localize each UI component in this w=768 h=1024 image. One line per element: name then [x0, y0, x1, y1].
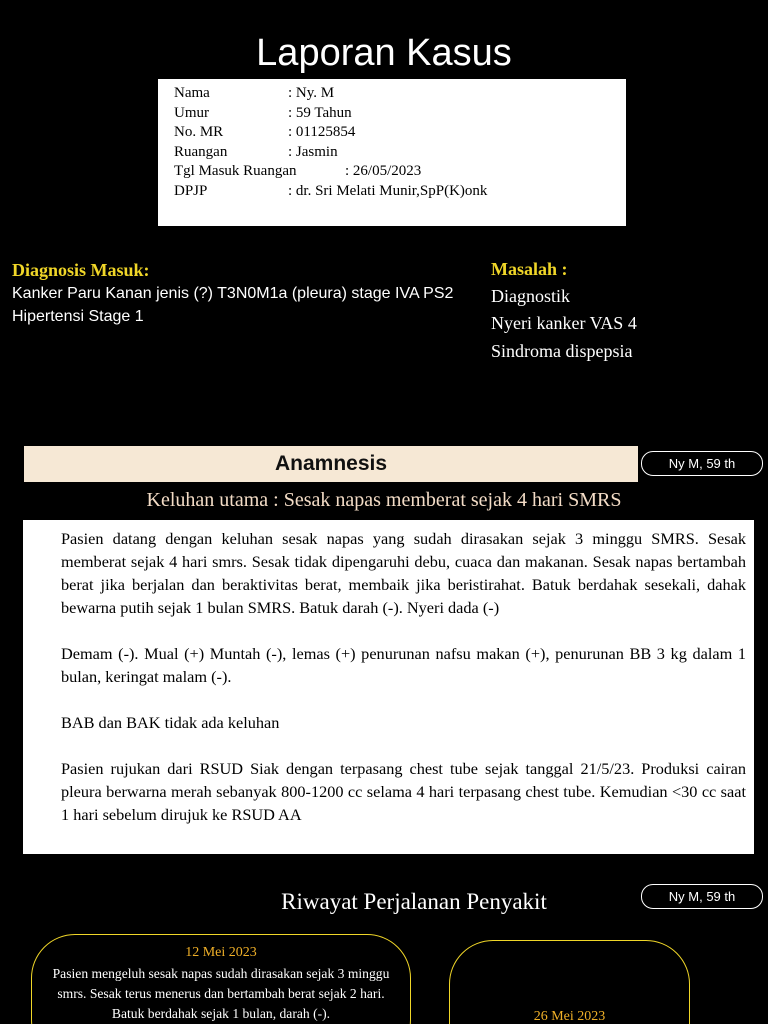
info-value: : 26/05/2023 — [345, 163, 422, 180]
keluhan-utama: Keluhan utama : Sesak napas memberat sejak 4 hari SMRS — [146, 489, 622, 511]
diagnosis-line: Hipertensi Stage 1 — [12, 308, 144, 325]
info-label: DPJP — [174, 182, 208, 199]
info-label: Tgl Masuk Ruangan — [174, 163, 297, 180]
patient-badge: Ny M, 59 th — [641, 451, 763, 476]
info-label: Ruangan — [174, 143, 228, 160]
masalah-line: Sindroma dispepsia — [491, 341, 633, 361]
timeline-card — [449, 940, 690, 1024]
anamnesis-title-bar: Anamnesis — [24, 446, 638, 482]
info-value: : 59 Tahun — [288, 104, 352, 121]
masalah-line: Diagnostik — [491, 286, 570, 306]
timeline-text: Pasien mengeluh sesak napas sudah dirasakan sejak 3 minggu smrs. Sesak terus menerus dan bertambah berat sejak 2 hari. Batuk berdahak sejak 1 bulan, darah (-). — [52, 966, 390, 1021]
info-row-dpjp — [174, 182, 626, 202]
info-label: No. MR — [174, 124, 224, 141]
info-value: : Ny. M — [288, 85, 335, 101]
info-value: : dr. Sri Melati Munir,SpP(K)onk — [288, 182, 488, 199]
anamnesis-text-box — [23, 520, 754, 854]
anamnesis-paragraph: Demam (-). Mual (+) Muntah (-), lemas (+) penurunan nafsu makan (+), penurunan BB 3 kg dalam 1 bulan, keringat malam (-). — [61, 644, 746, 686]
timeline-date: 26 Mei 2023 — [533, 1009, 606, 1024]
anamnesis-paragraph: Pasien rujukan dari RSUD Siak dengan terpasang chest tube sejak tanggal 21/5/23. Produksi cairan pleura berwarna merah sebanyak 800-1200 cc selama 4 hari terpasang chest tube. Kemudian <30 cc saat 1 hari sebelum dirujuk ke RSUD AA — [61, 759, 746, 824]
timeline-date: 12 Mei 2023 — [185, 945, 257, 960]
info-row-tgl-masuk — [174, 162, 626, 182]
page-title: Laporan Kasus — [256, 32, 512, 74]
diagnosis-heading: Diagnosis Masuk: — [12, 260, 150, 280]
timeline-card — [31, 934, 411, 1024]
info-value: : Jasmin — [288, 143, 338, 160]
patient-badge: Ny M, 59 th — [641, 884, 763, 909]
info-label: Nama — [174, 85, 210, 101]
patient-info-box — [158, 79, 626, 226]
info-value: : 01125854 — [288, 124, 356, 141]
anamnesis-paragraph: BAB dan BAK tidak ada keluhan — [61, 713, 280, 732]
diagnosis-line: Kanker Paru Kanan jenis (?) T3N0M1a (pleura) stage IVA PS2 — [12, 285, 454, 302]
info-row-mr — [174, 123, 626, 143]
info-row-nama — [174, 84, 626, 104]
info-label: Umur — [174, 104, 209, 121]
masalah-line: Nyeri kanker VAS 4 — [491, 313, 637, 333]
info-row-umur — [174, 104, 626, 124]
masalah-heading: Masalah : — [491, 259, 568, 279]
riwayat-title: Riwayat Perjalanan Penyakit — [281, 889, 547, 914]
info-row-ruangan — [174, 143, 626, 163]
anamnesis-paragraph: Pasien datang dengan keluhan sesak napas yang sudah dirasakan sejak 3 minggu SMRS. Sesak memberat sejak 4 hari smrs. Sesak tidak dipengaruhi debu, cuaca dan makanan. Sesak napas bertambah berat jika berjalan dan beraktivitas berat, membaik jika beristirahat. Batuk berdahak sesekali, dahak bewarna putih sejak 1 bulan SMRS. Batuk darah (-). Nyeri dada (-) — [61, 529, 746, 617]
